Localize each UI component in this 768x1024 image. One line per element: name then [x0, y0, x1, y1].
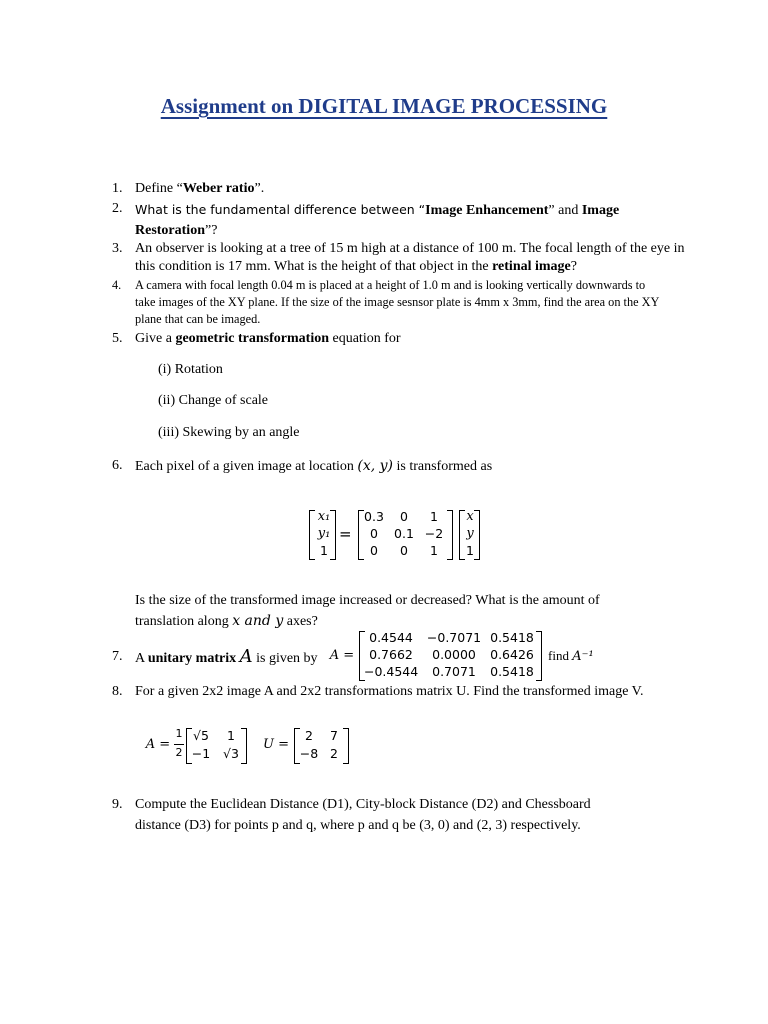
q5-sub-skewing: (iii) Skewing by an angle	[158, 425, 300, 440]
page-title: Assignment on DIGITAL IMAGE PROCESSING	[160, 94, 608, 118]
q5-sub-rotation: (i) Rotation	[158, 362, 223, 377]
q7-unitary-matrix: A = 0.4544 −0.7071 0.5418 0.7662 0.0000 0.6426 −0.4544 0.7071 0.5418 find A⁻¹	[329, 630, 594, 679]
q6-matrix-equation: x₁ y₁ 1 = 0.3 0 1 0 0.1 −2 0 0 1 x y 1	[306, 508, 486, 562]
document-page: Assignment on DIGITAL IMAGE PROCESSING 1. Define “Weber ratio”. 2. What is the fundamental difference between “Image Enhancement” and Image Restoration”? 3. An observer is looking at a tree of 15 m high at a distance of 100 m. The focal length of the eye in this condition is 17 mm. What is the height of that object in the retinal image? 4. A camera with focal length 0.04 m is placed at a height of 1.0 m and is looking vertically downwards to take images of the XY plane. If the size of the image sesnsor plate is 4mm x 3mm, find the area on the XY plane that can be imaged. 5. Give a geometric transformation equation for (i) Rotation (ii) Change of scale (iii) Skewing by an angle 6. Each pixel of a given image at location (x, y) is transformed as x₁ y₁ 1 = 0.3 0 1 0 0.1 −2 0 0 1 x y 1 Is the size of the transformed image increased or decreased? What is the amount of translation along x and y axes? 7. A unitary matrix A is given by A = 0.4544 −0.7071 0.5418 0.7662 0.0000 0.6426 −0.4544 0.7071 0.5418 find A⁻¹ 8. For a given 2x2 image A and 2x2 transformations matrix U. Find the transformed image V. A = 1 2 √5 1 −1 √3 U = 2 7 −8 2 9. Compute the Euclidean Distance (D1), City-block Distance (D2) and Chessboard distance (D3) for points p and q, where p and q be (3, 0) and (2, 3) respectively.	[0, 0, 768, 1024]
q5-sub-scale: (ii) Change of scale	[158, 393, 269, 408]
q8-matrices: A = 1 2 √5 1 −1 √3 U = 2 7 −8 2	[144, 726, 364, 766]
q6-question-text: Is the size of the transformed image increased or decreased? What is the amount of translation along x and y axes?	[135, 593, 600, 629]
